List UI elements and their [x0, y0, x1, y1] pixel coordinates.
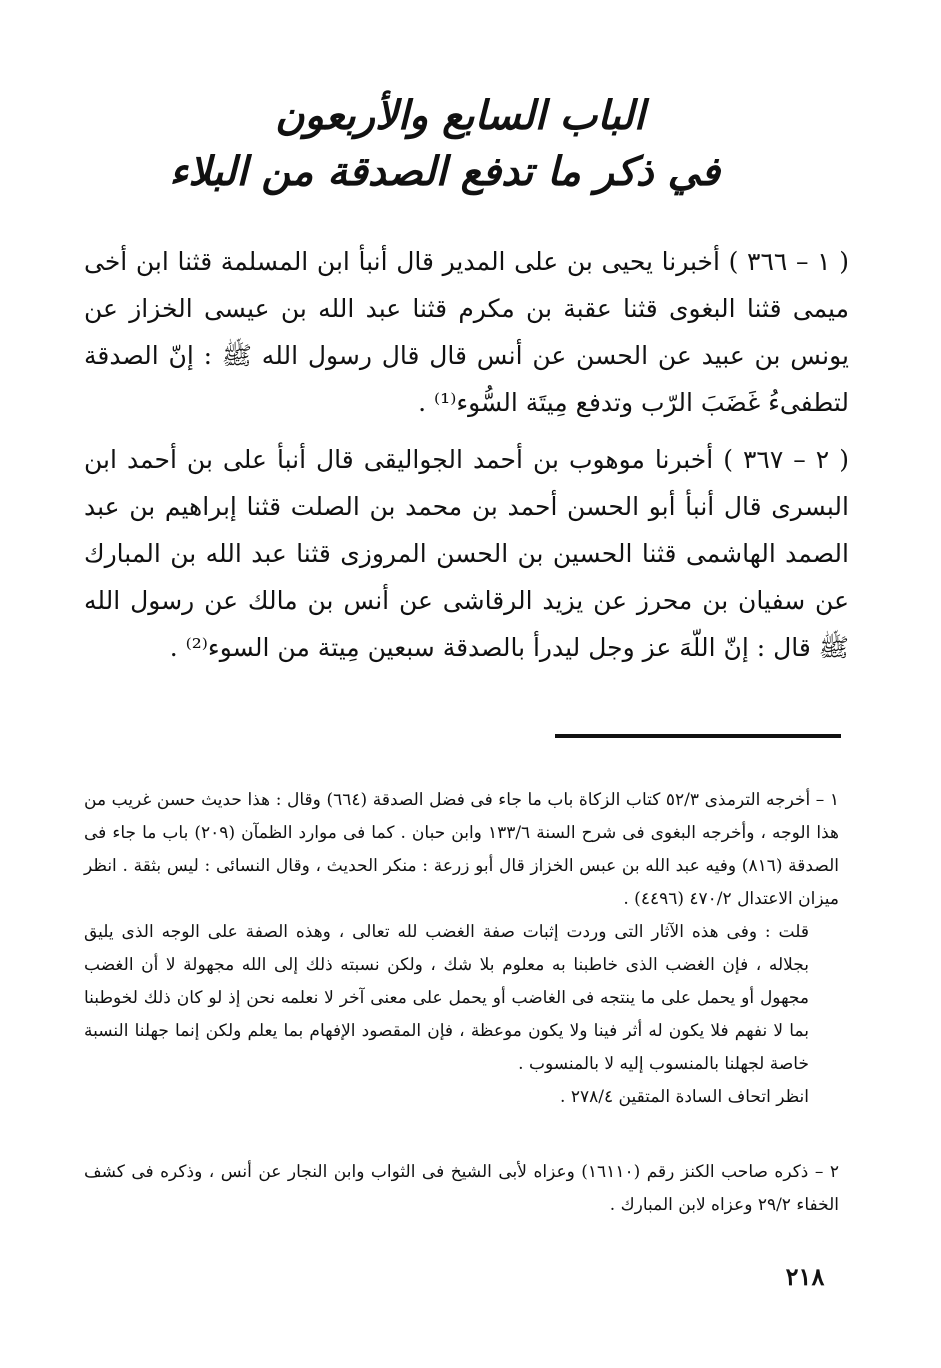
hadith-paragraph	[84, 436, 849, 671]
hadith-number: ( ٢ – ٣٦٧ )	[723, 445, 849, 474]
hadith-text: أخبرنا يحيى بن على المدير قال أنبأ ابن المسلمة قثنا ابن أخى ميمى قثنا البغوى قثنا عقبة بن مكرم قثنا عبد الله بن عيسى الخزاز عن يونس بن عبيد عن الحسن عن أنس قال قال رسول الله ﷺ : إنّ الصدقة لتطفىءُ غَضَبَ الرّب وتدفع مِيتَة السُّوء⁽¹⁾ .	[84, 247, 849, 417]
footnote-1-reference: انظر اتحاف السادة المتقين ٢٧٨/٤ .	[560, 1087, 809, 1107]
hadith-text: أخبرنا موهوب بن أحمد الجواليقى قال أنبأ على بن أحمد ابن البسرى قال أنبأ أبو الحسن أحمد بن محمد بن الصلت قثنا إبراهيم بن عبد الصمد الهاشمى قثنا الحسين بن الحسن المروزى قثنا عبد الله بن المبارك عن سفيان بن محرز عن يزيد الرقاشى عن أنس بن مالك عن رسول الله ﷺ قال : إنّ اللّهَ عز وجل ليدرأ بالصدقة سبعين مِيتة من السوء⁽²⁾ .	[84, 445, 849, 662]
chapter-subtitle: في ذكر ما تدفع الصدقة من البلاء	[169, 148, 720, 195]
footnote-1	[84, 784, 839, 1114]
footnote-divider	[555, 734, 841, 738]
page-number: ٢١٨	[785, 1262, 825, 1291]
hadith-number: ( ١ – ٣٦٦ )	[728, 247, 850, 276]
chapter-title: الباب السابع والأربعون	[275, 92, 645, 139]
footnote-2: ٢ – ذكره صاحب الكنز رقم (١٦١١٠) وعزاه لأبى الشيخ فى الثواب وابن النجار عن أنس ، وذكره فى كشف الخفاء ٢٩/٢ وعزاه لابن المبارك .	[84, 1162, 839, 1215]
footnote-1-citation: ١ – أخرجه الترمذى ٥٢/٣ كتاب الزكاة باب ما جاء فى فضل الصدقة (٦٦٤) وقال : هذا حديث حسن غريب من هذا الوجه ، وأخرجه البغوى فى شرح السنة ١٣٣/٦ وابن حبان . كما فى موارد الظمآن (٢٠٩) باب ما جاء فى الصدقة (٨١٦) وفيه عبد الله بن عبس الخزاز قال أبو زرعة : منكر الحديث ، وقال النسائى : ليس بثقة . انظر ميزان الاعتدال ٤٧٠/٢ (٤٤٩٦) .	[84, 790, 839, 909]
hadith-paragraph	[84, 238, 849, 426]
footnote-1-comment: قلت : وفى هذه الآثار التى وردت إثبات صفة الغضب لله تعالى ، وهذه الصفة على الوجه الذى يليق بجلاله ، فإن الغضب الذى خاطبنا به معلوم بلا شك ، ولكن نسبته ذلك إلى الله مجهولة لا أن الغضب مجهول أو يحمل على ما ينتجه فى الغاضب أو يحمل على معنى آخر لا نعلمه نحن إذ لو كان ذلك لخوطبنا بما لا نفهم فلا يكون له أثر فينا ولا يكون موعظة ، فإن المقصود الإفهام بما يعلم ولكن إنما جهلنا النسبة خاصة لجهلنا بالمنسوب إليه لا بالمنسوب .	[84, 922, 809, 1074]
